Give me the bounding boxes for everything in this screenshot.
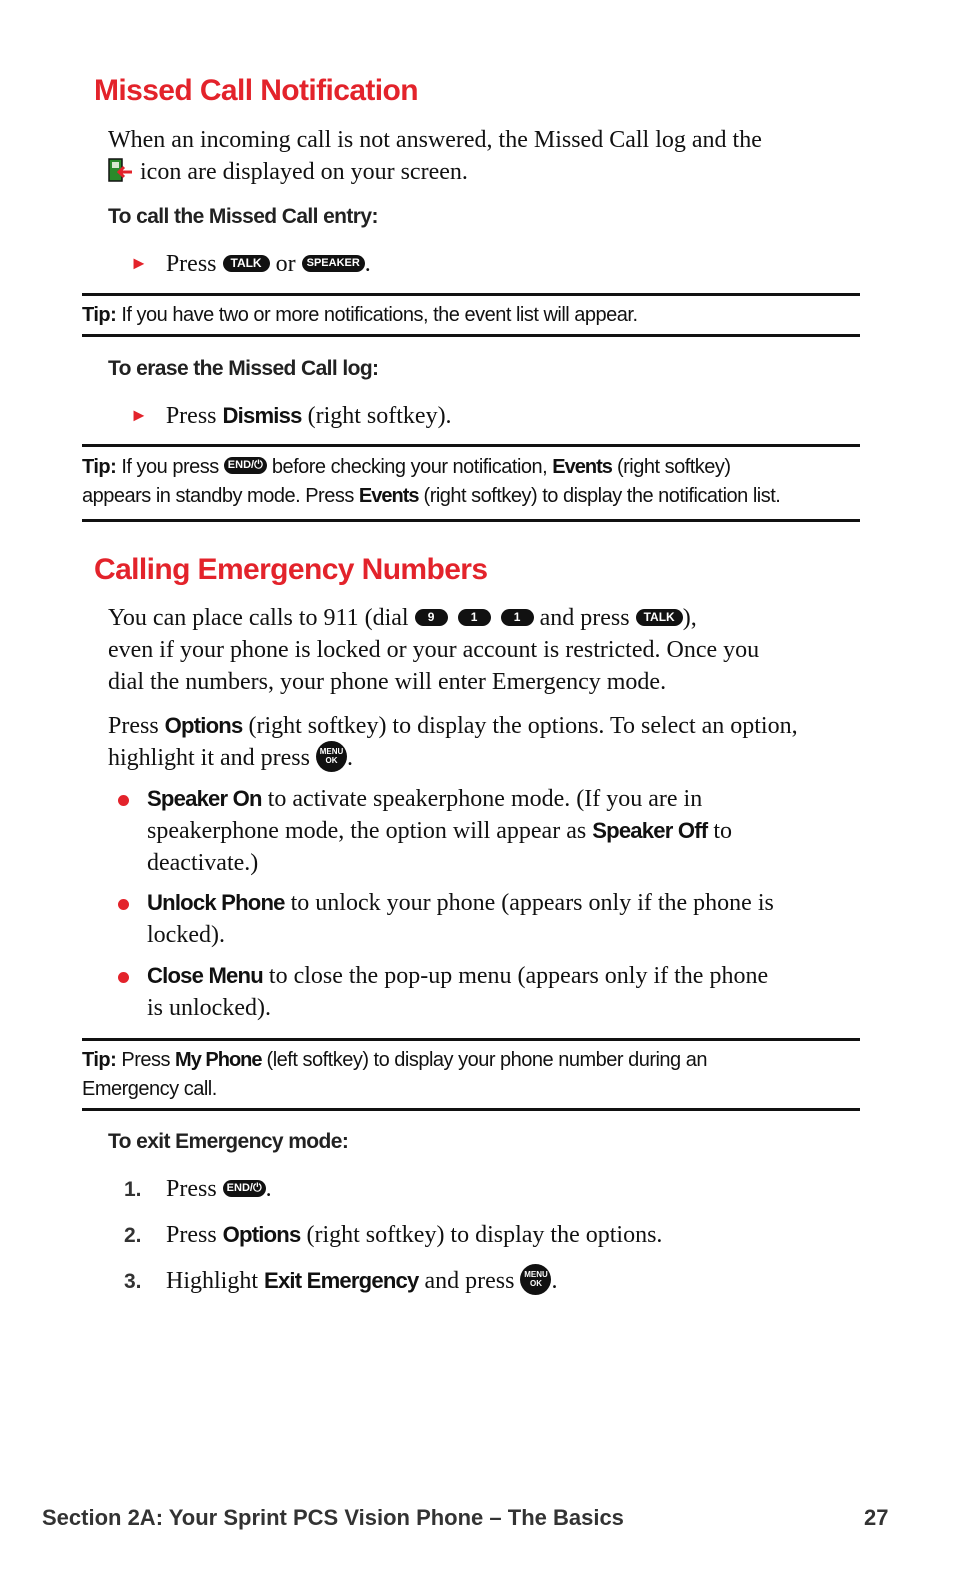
list-item: Unlock Phone to unlock your phone (appears only if the phone is locked). [108,887,878,951]
step-erase-log: ► Press Dismiss (right softkey). [130,403,452,429]
bullet-icon [118,899,129,910]
talk-key-icon: TALK [636,609,683,626]
end-key-icon: END/⏻ [224,457,267,474]
emergency-options-para: Press Options (right softkey) to display the options. To select an option, highlight it and press MENU OK . [108,713,798,771]
list-item: Close Menu to close the pop-up menu (appears only if the phone is unlocked). [108,960,878,1024]
missed-call-icon [108,158,134,182]
section-heading-emergency: Calling Emergency Numbers [94,553,488,586]
missed-call-intro: When an incoming call is not answered, the Missed Call log and the icon are displayed on your screen. [108,127,762,185]
talk-key-icon: TALK [223,255,270,272]
subheading-erase-log: To erase the Missed Call log: [108,357,379,380]
one-key-icon: 1 [501,609,534,626]
section-heading-missed-call: Missed Call Notification [94,74,418,107]
arrow-bullet-icon: ► [130,405,148,425]
list-item: 3. Highlight Exit Emergency and press MENU OK . [124,1265,142,1298]
subheading-exit-emergency: To exit Emergency mode: [108,1130,349,1153]
list-item: Speaker On to activate speakerphone mode. (If you are in speakerphone mode, the option will appear as Speaker Off to deactivate.) [108,783,878,879]
tip-box-notifications: Tip: If you have two or more notifications, the event list will appear. [82,293,860,337]
tip-box-events: Tip: If you press END/⏻ before checking your notification, Events (right softkey) appears in standby mode. Press Events (right softkey) to display the notification list. [82,444,860,522]
nine-key-icon: 9 [415,609,448,626]
list-item: 2. Press Options (right softkey) to display the options. [124,1222,663,1248]
menu-ok-key-icon: MENU OK [316,741,347,772]
arrow-bullet-icon: ► [130,253,148,273]
footer-section-title: Section 2A: Your Sprint PCS Vision Phone – The Basics [42,1505,624,1530]
subheading-call-missed: To call the Missed Call entry: [108,205,378,228]
page-number: 27 [864,1505,889,1530]
menu-ok-key-icon: MENU OK [520,1264,551,1295]
speaker-key-icon: SPEAKER [302,255,365,272]
emergency-intro: You can place calls to 911 (dial 9 1 1 and press TALK ), even if your phone is locked or your account is restricted. Once you dial the numbers, your phone will enter Emergency mode. [108,605,760,695]
step-call-missed: ► Press TALK or SPEAKER . [130,251,371,277]
tip-box-my-phone: Tip: Press My Phone (left softkey) to display your phone number during an Emergency call. [82,1038,860,1111]
bullet-icon [118,972,129,983]
one-key-icon: 1 [458,609,491,626]
bullet-icon [118,795,129,806]
list-item: 1. Press END/⏻ . [124,1176,272,1202]
end-key-icon: END/⏻ [223,1180,266,1197]
